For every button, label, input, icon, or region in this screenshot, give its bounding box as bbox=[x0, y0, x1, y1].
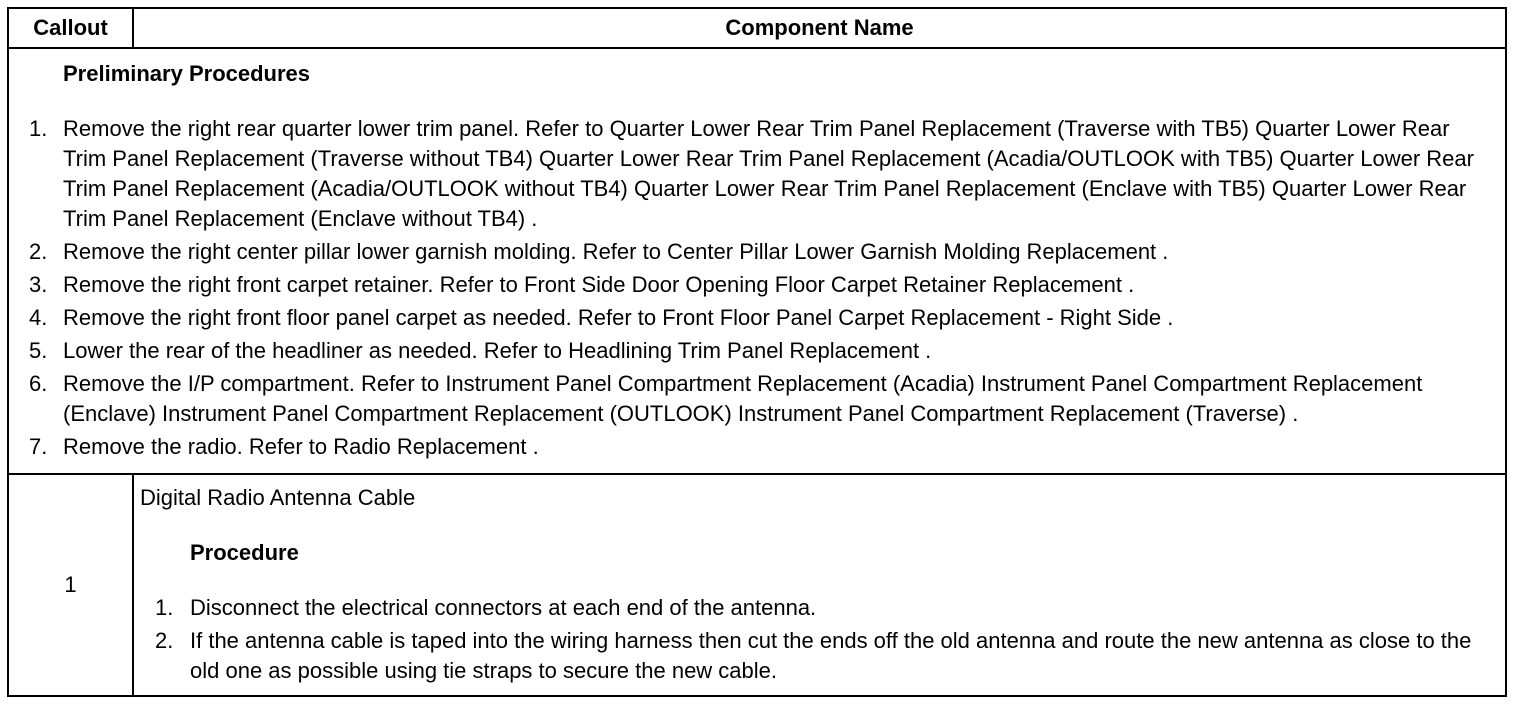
step-text: If the antenna cable is taped into the wiring harness then cut the ends off the old antenna and route the new antenna as close to the old one as possible using tie straps to secure the new cable. bbox=[190, 628, 1472, 683]
step-number: 6. bbox=[29, 371, 48, 396]
step-number: 7. bbox=[29, 434, 48, 459]
header-callout: Callout bbox=[8, 8, 133, 48]
list-item bbox=[21, 336, 1497, 366]
callout-cell: 1 bbox=[8, 474, 133, 696]
step-number: 5. bbox=[29, 338, 48, 363]
step-number: 1. bbox=[155, 595, 174, 620]
list-item bbox=[21, 114, 1497, 234]
preliminary-steps bbox=[21, 114, 1497, 462]
step-text: Remove the right rear quarter lower trim panel. Refer to Quarter Lower Rear Trim Panel Replacement (Traverse with TB5) Quarter Lower Rear Trim Panel Replacement (Traverse without TB4) Quarter Lower Rear Trim Panel Replacement (Acadia/OUTLOOK with TB5) Quarter Lower Rear Trim Panel Replacement (Acadia/OUTLOOK without TB4) Quarter Lower Rear Trim Panel Replacement (Enclave with TB5) Quarter Lower Rear Trim Panel Replacement (Enclave without TB4) . bbox=[63, 116, 1474, 231]
procedure-steps bbox=[140, 593, 1493, 686]
list-item bbox=[21, 369, 1497, 429]
step-text: Lower the rear of the headliner as needed. Refer to Headlining Trim Panel Replacement . bbox=[63, 338, 932, 363]
preliminary-row bbox=[8, 48, 1506, 474]
component-cell bbox=[133, 474, 1506, 696]
preliminary-cell bbox=[8, 48, 1506, 474]
step-text: Remove the radio. Refer to Radio Replacement . bbox=[63, 434, 539, 459]
list-item bbox=[140, 593, 1493, 623]
header-component-name: Component Name bbox=[133, 8, 1506, 48]
step-number: 2. bbox=[29, 239, 48, 264]
component-name: Digital Radio Antenna Cable bbox=[140, 485, 416, 510]
step-text: Disconnect the electrical connectors at each end of the antenna. bbox=[190, 595, 817, 620]
list-item bbox=[21, 303, 1497, 333]
procedure-table bbox=[7, 7, 1507, 697]
header-row bbox=[8, 8, 1506, 48]
step-text: Remove the right front carpet retainer. Refer to Front Side Door Opening Floor Carpet Retainer Replacement . bbox=[63, 272, 1135, 297]
list-item bbox=[21, 237, 1497, 267]
step-text: Remove the I/P compartment. Refer to Instrument Panel Compartment Replacement (Acadia) Instrument Panel Compartment Replacement (Enclave) Instrument Panel Compartment Replacement (OUTLOOK) Instrument Panel Compartment Replacement (Traverse) . bbox=[63, 371, 1423, 426]
list-item bbox=[21, 270, 1497, 300]
procedure-title: Procedure bbox=[190, 540, 299, 565]
step-number: 3. bbox=[29, 272, 48, 297]
list-item bbox=[21, 432, 1497, 462]
step-number: 4. bbox=[29, 305, 48, 330]
step-number: 2. bbox=[155, 628, 174, 653]
step-text: Remove the right center pillar lower garnish molding. Refer to Center Pillar Lower Garnish Molding Replacement . bbox=[63, 239, 1169, 264]
table-row bbox=[8, 474, 1506, 696]
preliminary-title: Preliminary Procedures bbox=[63, 61, 311, 86]
list-item bbox=[140, 626, 1493, 686]
step-number: 1. bbox=[29, 116, 48, 141]
step-text: Remove the right front floor panel carpet as needed. Refer to Front Floor Panel Carpet Replacement - Right Side . bbox=[63, 305, 1174, 330]
